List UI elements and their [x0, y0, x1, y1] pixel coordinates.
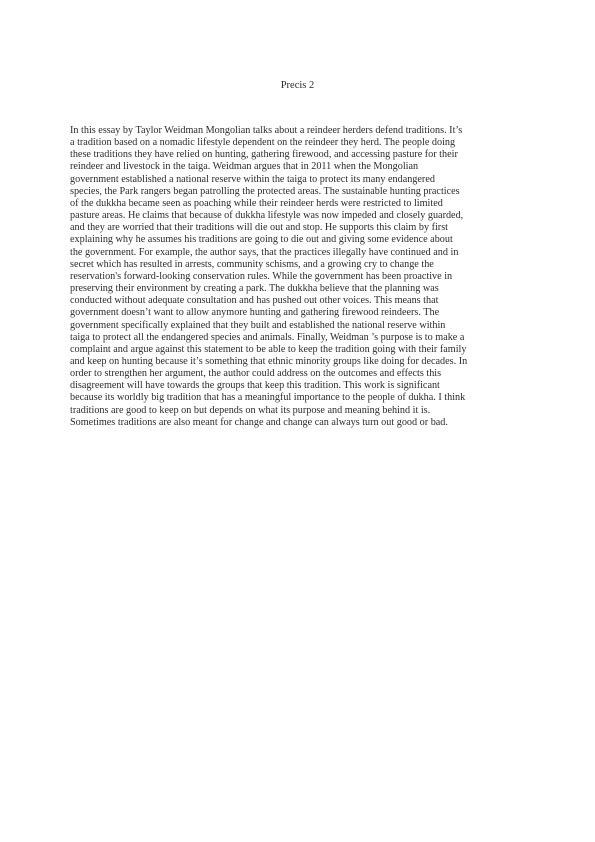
- paragraph-line: government doesn’t want to allow anymore hunting and gathering firewood reindeers. The: [70, 307, 440, 319]
- paragraph-line: conducted without adequate consultation and has pushed out other voices. This means that: [70, 295, 439, 307]
- paragraph-line: the government. For example, the author says, that the practices illegally have continued and in: [70, 246, 459, 258]
- paragraph-line: and keep on hunting because it’s something that ethnic minority groups like doing for decades. In: [70, 355, 468, 367]
- paragraph-line: secret which has resulted in arrests, community schisms, and a growing cry to change the: [70, 258, 434, 270]
- page-title: Precis 2: [280, 80, 315, 91]
- paragraph-line: pasture areas. He claims that because of dukkha lifestyle was now impeded and closely guarded,: [70, 210, 464, 222]
- paragraph-line: explaining why he assumes his traditions are going to die out and giving some evidence about: [70, 234, 453, 246]
- paragraph-line: traditions are good to keep on but depends on what its purpose and meaning behind it is.: [70, 404, 431, 416]
- paragraph-line: because its worldly big tradition that has a meaningful importance to the people of dukha. I think: [70, 392, 466, 404]
- paragraph-line: taiga to protect all the endangered species and animals. Finally, Weidman ’s purpose is to make a: [70, 331, 465, 343]
- paragraph-line: order to strengthen her argument, the author could address on the outcomes and effects this: [70, 368, 442, 380]
- paragraph-line: these traditions they have relied on hunting, gathering firewood, and accessing pasture for their: [70, 149, 458, 161]
- paragraph-line: In this essay by Taylor Weidman Mongolian talks about a reindeer herders defend traditions. It’s: [70, 125, 463, 136]
- paragraph-line: of the dukkha became seen as poaching while their reindeer herds were restricted to limited: [70, 197, 443, 209]
- essay-paragraph: [70, 125, 530, 429]
- paragraph-line: a tradition based on a nomadic lifestyle dependent on the reindeer they herd. The people doing: [70, 137, 456, 149]
- paragraph-line: preserving their environment by creating a park. The dukkha believe that the planning was: [70, 283, 439, 295]
- paragraph-line: Sometimes traditions are also meant for change and change can always turn out good or bad.: [70, 416, 448, 428]
- paragraph-line: reindeer and livestock in the taiga. Weidman argues that in 2011 when the Mongolian: [70, 161, 419, 173]
- paragraph-line: and they are worried that their traditions will die out and stop. He supports this claim by first: [70, 222, 448, 234]
- paragraph-line: government established a national reserve within the taiga to protect its many endangered: [70, 173, 435, 185]
- paragraph-line: reservation's forward-looking conservation rules. While the government has been proactive in: [70, 270, 453, 282]
- paragraph-line: complaint and argue against this statement to be able to keep the tradition going with their family: [70, 343, 467, 355]
- paragraph-line: government specifically explained that they built and established the national reserve within: [70, 319, 446, 331]
- paragraph-line: species, the Park rangers began patrolling the protected areas. The sustainable hunting practices: [70, 185, 460, 197]
- paragraph-line: disagreement will have towards the groups that keep this tradition. This work is significant: [70, 380, 440, 392]
